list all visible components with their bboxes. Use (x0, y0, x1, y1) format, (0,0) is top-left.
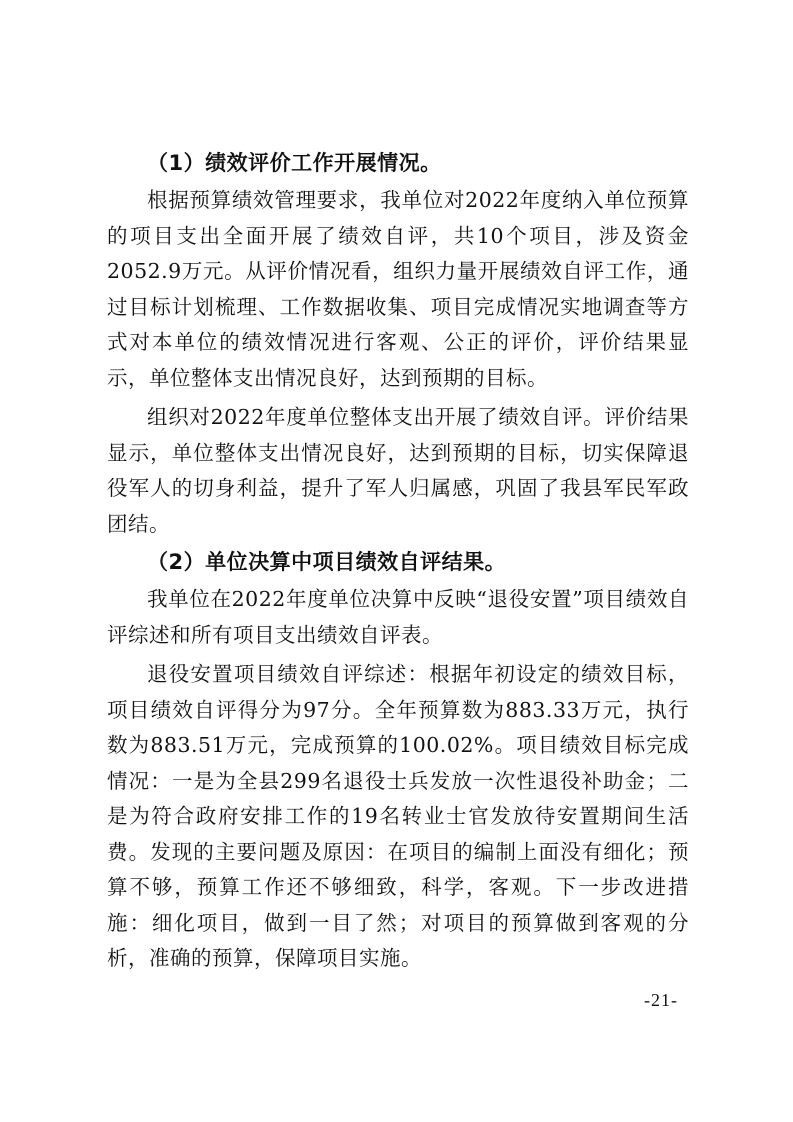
paragraph-final-accounts: 我单位在2022年度单位决算中反映“退役安置”项目绩效自评综述和所有项目支出绩效自评表。 (107, 587, 689, 647)
paragraph-overall-expenditure: 组织对2022年度单位整体支出开展了绩效自评。评价结果显示，单位整体支出情况良好，达到预期的目标，切实保障退役军人的切身利益，提升了军人归属感，巩固了我县军民军政团结。 (107, 405, 689, 536)
paragraph-project-self-evaluation: 退役安置项目绩效自评综述：根据年初设定的绩效目标，项目绩效自评得分为97分。全年预算数为883.33万元，执行数为883.51万元，完成预算的100.02%。项目绩效目标完成情况：一是为全县299名退役士兵发放一次性退役补助金；二是为符合政府安排工作的19名转业士官发放待安置期间生活费。发现的主要问题及原因：在项目的编制上面没有细化；预算不够，预算工作还不够细致，科学，客观。下一步改进措施：细化项目，做到一目了然；对项目的预算做到客观的分析，准确的预算，保障项目实施。 (107, 662, 689, 970)
paragraph-evaluation-overview: 根据预算绩效管理要求，我单位对2022年度纳入单位预算的项目支出全面开展了绩效自评，共10个项目，涉及资金2052.9万元。从评价情况看，组织力量开展绩效自评工作，通过目标计划梳理、工作数据收集、项目完成情况实地调查等方式对本单位的绩效情况进行客观、公正的评价，评价结果显示，单位整体支出情况良好，达到预期的目标。 (107, 188, 689, 390)
document-body (107, 145, 689, 977)
section-heading-1: （1）绩效评价工作开展情况。 (147, 151, 442, 175)
page-number: -21- (644, 990, 678, 1010)
section-heading-2: （2）单位决算中项目绩效自评结果。 (147, 550, 507, 574)
